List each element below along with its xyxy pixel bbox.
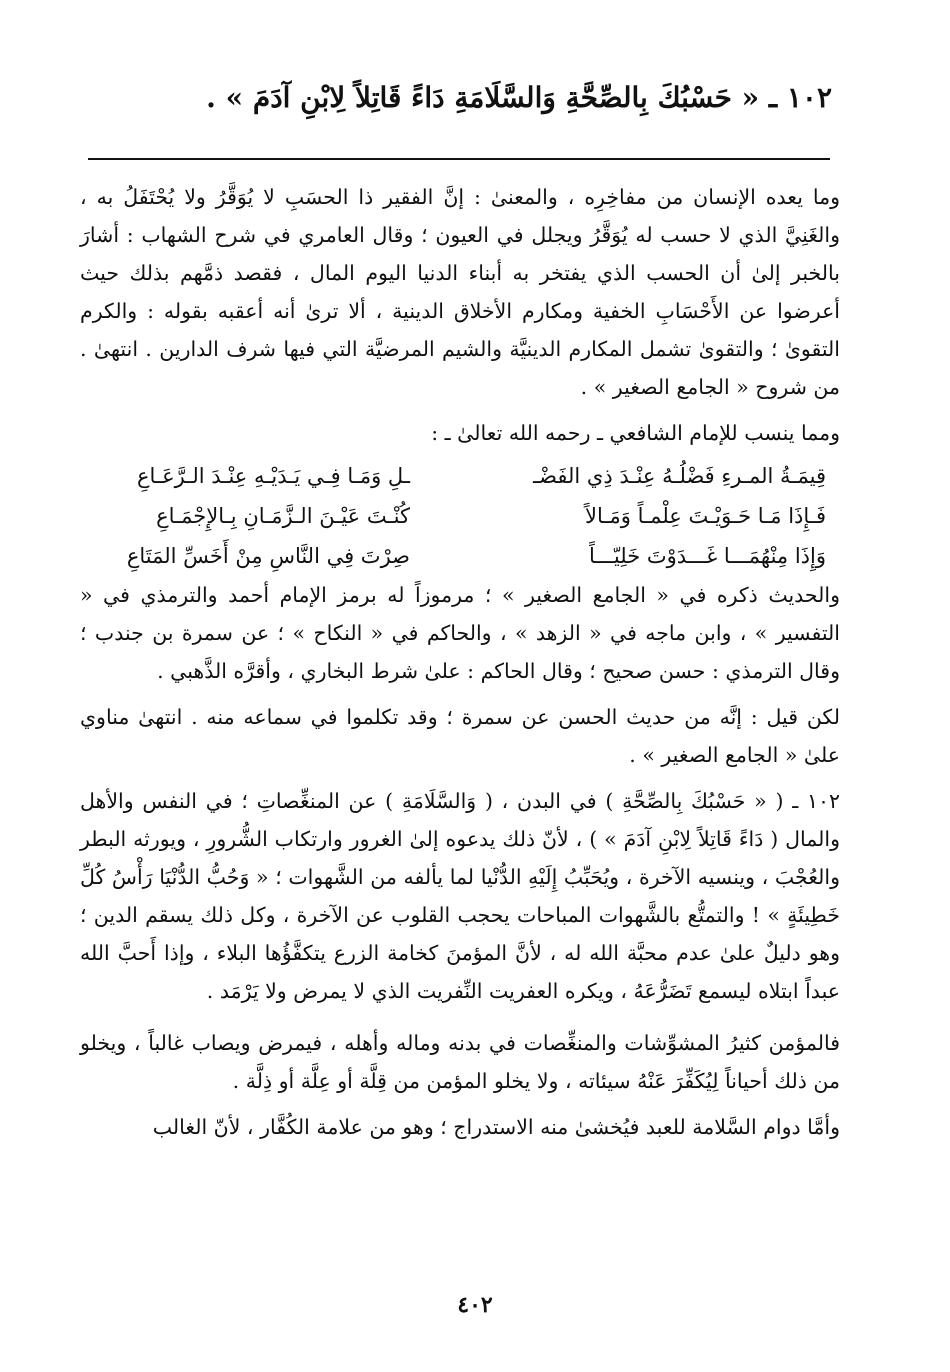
poem-first-hemistich: قِيمَـةُ المـرءِ فَضْلُـهُ عِنْـدَ ذِي الفَضْـ <box>533 464 826 488</box>
paragraph: ومما ينسب للإمام الشافعي ـ رحمه الله تعالىٰ ـ : <box>431 421 840 445</box>
poem-verse <box>80 496 840 536</box>
paragraph: فالمؤمن كثيرُ المشوِّشات والمنغِّصات في بدنه وماله وأهله ، فيمرض ويصاب غالباً ، ويخلو من ذلك أحياناً لِيُكَفِّرَ عَنْهُ سيئاته ، ولا يخلو المؤمن من قِلَّة أو عِلَّة أو ذِلَّة . <box>80 1031 840 1093</box>
hadith-heading: ١٠٢ ـ « حَسْبُكَ بِالصِّحَّةِ وَالسَّلَامَةِ دَاءً قَاتِلاً لِابْنِ آدَمَ » . <box>206 81 832 114</box>
poem-first-hemistich: وَإِذَا مِنْهُمَـــا غَـــدَوْتَ خَلِيّـــاً <box>589 544 826 568</box>
paragraph: لكن قيل : إنَّه من حديث الحسن عن سمرة ؛ وقد تكلموا في سماعه منه . انتهىٰ مناوي علىٰ « الجامع الصغير » . <box>80 705 840 767</box>
poem-verse <box>80 456 840 496</box>
paragraph: والحديث ذكره في « الجامع الصغير » ؛ مرموزاً له برمز الإمام أحمد والترمذي في « التفسير » ، وابن ماجه في « الزهد » ، والحاكم في « النكاح » ؛ عن سمرة بن جندب ؛ وقال الترمذي : حسن صحيح ؛ وقال الحاكم : علىٰ شرط البخاري ، وأقرَّه الذَّهبي . <box>80 583 840 683</box>
poem-second-hemistich: كُنْـتَ عَيْـنَ الـزَّمَـانِ بِـالإِجْمَـاعِ <box>156 504 410 528</box>
poem-second-hemistich: ـلِ وَمَـا فِـي يَـدَيْـهِ عِنْـدَ الـرَّعَـاعِ <box>137 464 410 488</box>
paragraph: ١٠٢ ـ ( « حَسْبُكَ بِالصِّحَّةِ ) في البدن ، ( وَالسَّلَامَةِ ) عن المنغِّصاتِ ؛ في النفس والأهل والمال ( دَاءً قَاتِلاً لِابْنِ آدَمَ » ) ، لأنّ ذلك يدعوه إلىٰ الغرور وارتكاب الشُّرورِ ، ويورثه البطر والعُجْبَ ، وينسيه الآخرة ، ويُحَبِّبُ إِلَيْهِ الدُّنْيا لما يألفه من الشَّهوات ؛ « وَحُبُّ الدُّنْيَا رَأْسُ كُلِّ خَطِيئَةٍ » ! والتمتُّع بالشَّهوات المباحات يحجب القلوب عن الآخرة ، وكل ذلك يسقم الدين ؛ وهو دليلٌ علىٰ عدم محبَّة الله له ، لأنَّ المؤمنَ كخامة الزرع يتكفَّؤُها البلاء ، وإذا أَحبَّ الله عبداً ابتلاه ليسمع تَضَرُّعَهُ ، ويكره العفريت النِّفريت الذي لا يمرض ولا يَرْمَد . <box>80 789 840 1003</box>
page-body <box>80 178 840 1146</box>
page-number: ٤٠٢ <box>457 1292 493 1318</box>
paragraph: وما يعده الإنسان من مفاخِرِه ، والمعنىٰ : إنَّ الفقير ذا الحسَبِ لا يُوَقَّرُ ولا يُحْتَفَلُ به ، والغَنِيَّ الذي لا حسب له يُوَقَّرُ ويجلل في العيون ؛ وقال العامري في شرح الشهاب : أشارَ بالخبر إلىٰ أن الحسب الذي يفتخر به أبناء الدنيا اليوم المال ، فقصد ذمَّهم بذلك حيث أعرضوا عن الأَحْسَابِ الخفية ومكارم الأخلاق الدينية ، ألا ترىٰ أنه أعقبه بقوله : والكرم التقوىٰ ؛ والتقوىٰ تشمل المكارم الدينيَّة والشيم المرضيَّة التي فيها شرف الدارين . انتهىٰ . من شروح « الجامع الصغير » . <box>80 185 840 399</box>
poem-first-hemistich: فَـإِذَا مَـا حَـوَيْـتَ عِلْمـاً وَمَـالاً <box>585 504 826 528</box>
paragraph: وأمَّا دوام السَّلامة للعبد فيُخشىٰ منه الاستدراج ؛ وهو من علامة الكُفَّار ، لأنّ الغالب <box>152 1115 840 1139</box>
poem-second-hemistich: صِرْتَ فِي النَّاسِ مِنْ أَخَسِّ المَتَاعِ <box>126 544 410 568</box>
poem <box>80 456 840 576</box>
poem-verse <box>80 536 840 576</box>
heading-rule <box>88 158 830 160</box>
